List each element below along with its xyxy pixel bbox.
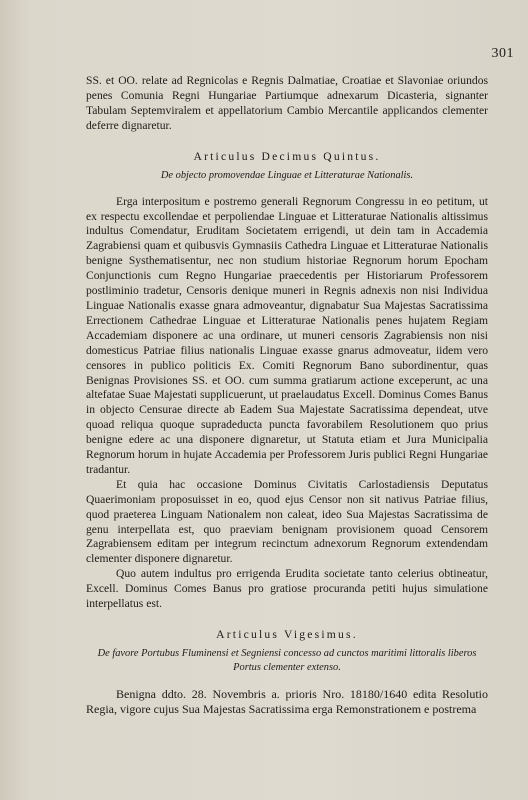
article-15-heading: Articulus Decimus Quintus. — [193, 149, 381, 163]
article-20-heading: Articulus Vigesimus. — [216, 628, 358, 641]
page-number: 301 — [491, 46, 514, 61]
article-15-paragraph-2: Et quia hac occasione Dominus Civitatis Carlostadiensis Deputatus Quaerimoniam proposuisset in eo, quod ejus Censor non sit nativus Patriae filius, quod praeterea Linguam Nationalem non caleat, ideo Sua Majestas Sacratissima de genu interpellata est, quo praeviam benignam provisionem quoad Censorem Zagrabiensem editam per integrum recinctum adnexorum Regnorum extendendam clementer disponere dignaretur. — [86, 477, 488, 566]
article-15-paragraph-1: Erga interpositum e postremo generali Regnorum Congressu in eo petitum, ut ex respectu excollendae et perpoliendae Linguae et Litteraturae Nationalis altissimus indultus Comendatur, Eruditam Societatem errigendi, ut dein tam in Accademia Zagrabiensi quam et quibusvis Gymnasiis Cathedra Linguae et Litteraturae Nationalis benigne Systhematisentur, nec non studium historiae Regnorum horum Epocham Conjunctionis cum Regno Hungariae praecedentis per Historiarum Professorem postliminio tradetur, Censoris denique muneri in Regnis adnexis non nisi Individua Linguae Nationalis exasse gnara admoveantur, dignabatur Sua Majestas Sacratissima Errectionem Cathedrae Linguae et Litteraturae Nationalis penes hujatem Regiam Accademiam disponere ac una ordinare, ut muneri censoris Zagrabiensis non nisi domesticus Patriae filius nationalis Linguae exasse gnarus admoveatur, iidem vero censores in publico politicis Ex. Comiti Regnorum Bano subordinentur, quas Benignas Provisiones SS. et OO. cum summa gratiarum actione exceperunt, ac una altefatae Suae Majestati supplicuerunt, ut praelaudatus Excell. Dominus Comes Banus in objecto Censurae directe ab Eadem Sua Majestate Sacratissima dependeat, utve quoad reliqua quoque supradeducta puncta favorabilem Resolutionem quo prius benigne edere ac una disponere dignaretur, ut Statuta etiam et Jura Municipalia Regnorum horum in hujate Accademia per Professorem Juris publici Regni Hungariae tradantur. — [86, 194, 488, 476]
article-15-paragraph-3: Quo autem indultus pro errigenda Erudita societate tanto celerius obtineatur, Excell. Dominus Comes Banus pro gratiose procuranda petiti hujus simulatione interpellatus est. — [86, 567, 488, 611]
article-20-subheading: De favore Portubus Fluminensi et Segniensi concesso ad cunctos maritimi littoralis liberos Portus clementer extenso. — [97, 648, 477, 673]
intro-paragraph: SS. et OO. relate ad Regnicolas e Regnis Dalmatiae, Croatiae et Slavoniae oriundos penes Comunia Regni Hungariae Partiumque adnexarum Dicasteria, signanter Tabulam Septemviralem et appellatorium Cambio Mercantile applicandos clementer deferre dignaretur. — [86, 74, 488, 132]
article-20-paragraph-1: Benigna ddto. 28. Novembris a. prioris Nro. 18180/1640 edita Resolutio Regia, vigore cujus Sua Majestas Sacratissima erga Remonstrationem e postrema — [86, 687, 488, 717]
article-15-subheading: De objecto promovendae Linguae et Litteraturae Nationalis. — [160, 169, 414, 181]
